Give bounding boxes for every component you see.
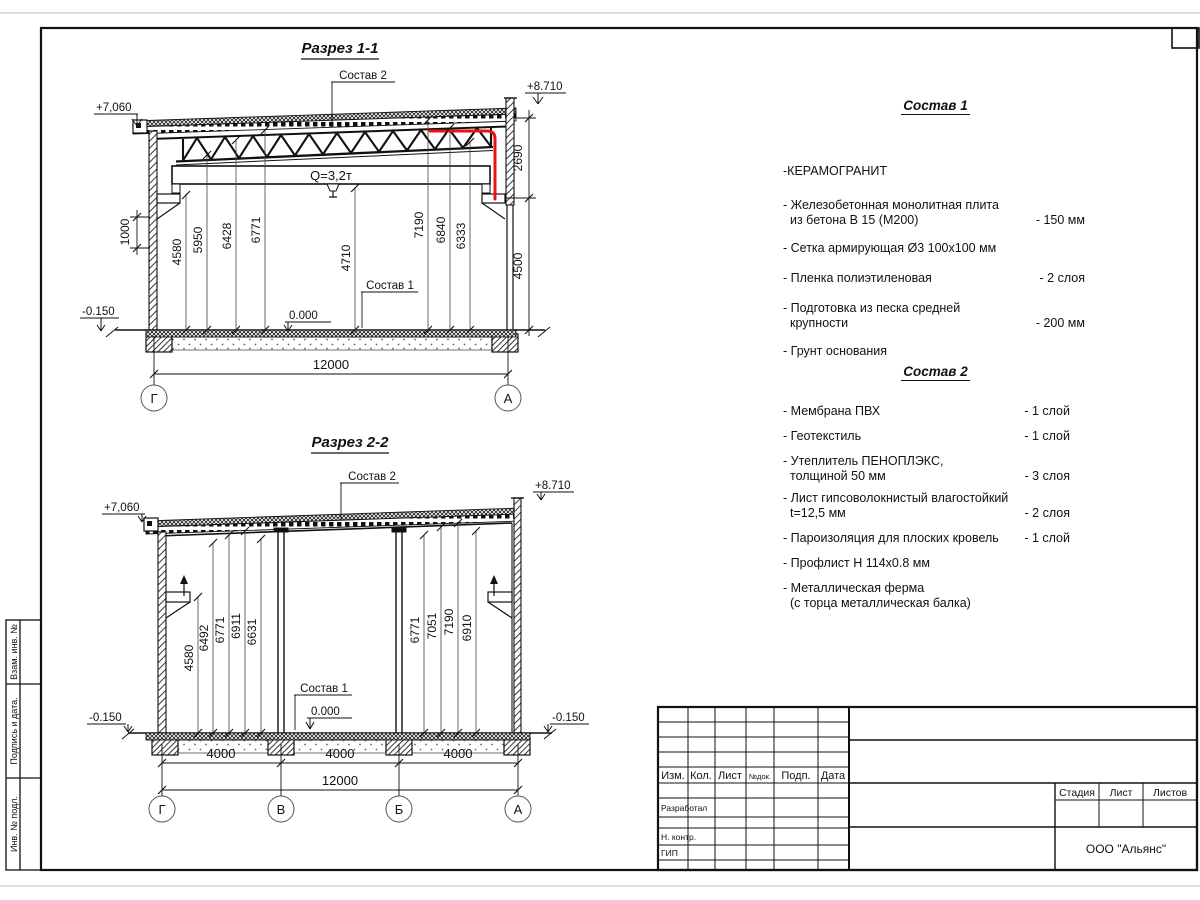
roof-1-1 <box>133 108 516 139</box>
item-text: - Подготовка из песка средней <box>783 301 961 315</box>
elev-minus0150-s2-left: -0.150 <box>89 712 122 724</box>
dim-7051-s2: 7051 <box>425 612 439 640</box>
list-item <box>783 454 1088 484</box>
sostav1-label-s1: Состав 1 <box>366 280 414 292</box>
item-text: - Железобетонная монолитная плита <box>783 198 999 212</box>
item-value: - 3 слоя <box>1024 469 1070 483</box>
list-item <box>783 581 1088 611</box>
tb-listov-header: Листов <box>1152 787 1188 799</box>
item-text: - Мембрана ПВХ <box>783 404 881 418</box>
side-label-podpis: Подпись и дата. <box>9 697 19 765</box>
item-text2: толщиной 50 мм <box>790 469 886 483</box>
side-label-inv: Инв. № подл. <box>9 795 19 853</box>
list-item <box>783 241 1088 256</box>
dim-6771-s2l: 6771 <box>213 616 227 644</box>
sostav1-label-s2: Состав 1 <box>300 683 348 695</box>
grid-bubbles-2-2 <box>149 796 531 822</box>
dim-2690: 2690 <box>511 144 525 172</box>
list-item <box>783 491 1088 521</box>
corbels-1-1 <box>157 194 505 219</box>
item-text: -КЕРАМОГРАНИТ <box>783 164 888 178</box>
tb-row-gip: ГИП <box>661 848 678 858</box>
floor-1-1 <box>106 327 550 352</box>
item-text2: крупности <box>790 316 849 330</box>
dim-12000-s1: 12000 <box>312 357 350 372</box>
dim-4000-b: 4000 <box>325 746 355 761</box>
dim-4500: 4500 <box>511 252 525 280</box>
roof-2-2 <box>146 508 521 536</box>
dim-4580-s2: 4580 <box>182 644 196 672</box>
item-text: - Профлист Н 114х0.8 мм <box>783 556 930 570</box>
list-item <box>783 198 1088 228</box>
item-value: - 2 слоя <box>1024 506 1070 520</box>
elev-8710-s1: +8.710 <box>527 81 563 93</box>
item-text: - Геотекстиль <box>783 429 862 443</box>
dim-4000-c: 4000 <box>443 746 473 761</box>
item-text: - Сетка армирующая Ø3 100х100 мм <box>783 241 997 255</box>
sostav2-label-s1: Состав 2 <box>339 70 387 82</box>
tb-list-header: Лист <box>1109 787 1133 799</box>
grid-letter-a1: А <box>503 391 513 406</box>
list-item <box>783 344 1088 359</box>
elev-0000-s2: 0.000 <box>311 706 340 718</box>
item-text2: (с торца металлическая балка) <box>790 596 971 610</box>
item-value: - 150 мм <box>1035 213 1085 227</box>
list-item <box>783 429 1088 444</box>
height-dim-texts-2-2 <box>182 608 474 671</box>
tb-header-list: Лист <box>718 770 742 782</box>
item-text: - Грунт основания <box>783 344 888 358</box>
section2-title: Разрез 2-2 <box>311 434 389 451</box>
list-item <box>783 556 1088 571</box>
item-text: - Пароизоляция для плоских кровель <box>783 531 999 545</box>
top-right-stamp-box <box>1172 28 1199 48</box>
list-item <box>783 404 1088 419</box>
grid-letter-a2: А <box>513 802 523 817</box>
list-item <box>783 301 1088 331</box>
grid-bubbles-1-1 <box>141 385 521 411</box>
item-text2: из бетона В 15 (М200) <box>790 213 919 227</box>
side-label-vzam: Взам. инв. № <box>9 624 19 680</box>
columns-2-2 <box>274 528 406 733</box>
item-text: - Пленка полиэтиленовая <box>783 271 932 285</box>
crane-capacity-label: Q=3,2т <box>310 168 352 183</box>
tb-stage-header: Стадия <box>1059 787 1095 799</box>
dim-1000: 1000 <box>118 218 132 246</box>
tb-header-izm: Изм. <box>661 770 685 782</box>
grid-letter-g2: Г <box>158 802 166 817</box>
item-value: - 200 мм <box>1035 316 1085 330</box>
roof-left-cap-2-2 <box>144 518 158 531</box>
dim-4710: 4710 <box>339 244 353 272</box>
elev-7060-s2: +7,060 <box>104 502 140 514</box>
grid-letter-b2: Б <box>394 802 404 817</box>
elev-0000-s1: 0.000 <box>289 310 318 322</box>
section-1-1 <box>80 40 566 411</box>
item-text: - Утеплитель ПЕНОПЛЭКС, <box>783 454 944 468</box>
list-item <box>783 164 1088 179</box>
elev-7060-s1: +7,060 <box>96 102 132 114</box>
elev-minus0150-s1: -0.150 <box>82 306 115 318</box>
dim-6771-s2r: 6771 <box>408 616 422 644</box>
height-dim-texts-1-1 <box>170 211 468 271</box>
item-value: - 1 слой <box>1024 404 1070 418</box>
dim-6631-s2: 6631 <box>245 618 259 646</box>
grid-letter-g1: Г <box>150 391 158 406</box>
dim-6910-s2: 6910 <box>460 614 474 642</box>
item-value: - 1 слой <box>1024 429 1070 443</box>
tb-header-podp: Подп. <box>781 770 811 782</box>
tb-row-nkontr: Н. контр. <box>661 832 697 842</box>
dim-6428: 6428 <box>220 222 234 250</box>
dim-6492-s2: 6492 <box>197 624 211 652</box>
sostav1-title: Состав 1 <box>903 98 968 113</box>
dim-6771: 6771 <box>249 216 263 244</box>
sostav1-list <box>783 98 1088 383</box>
item-value: - 1 слой <box>1024 531 1070 545</box>
tb-header-data: Дата <box>820 770 846 782</box>
item-text2: t=12,5 мм <box>790 506 846 520</box>
dim-12000-s2: 12000 <box>321 773 359 788</box>
dim-4000-a: 4000 <box>206 746 236 761</box>
dim-6911-s2: 6911 <box>229 613 243 639</box>
elev-minus0150-s2-right: -0.150 <box>552 712 585 724</box>
list-item <box>783 531 1088 546</box>
sostav2-title: Состав 2 <box>903 364 968 379</box>
item-value: - 2 слоя <box>1039 271 1085 285</box>
dim-7190-s2: 7190 <box>442 608 456 636</box>
corbels-2-2 <box>166 575 512 618</box>
sostav2-list <box>783 364 1088 614</box>
item-text: - Лист гипсоволокнистый влагостойкий <box>783 491 1009 505</box>
tb-company-name: ООО "Альянс" <box>1085 842 1167 856</box>
section-2-2 <box>87 434 589 822</box>
side-stamp-labels <box>9 624 19 852</box>
item-text: - Металлическая ферма <box>783 581 925 595</box>
section1-title: Разрез 1-1 <box>301 40 379 57</box>
dim-5950: 5950 <box>191 226 205 254</box>
dim-6840: 6840 <box>434 216 448 244</box>
list-item <box>783 271 1088 286</box>
sostav2-label-s2: Состав 2 <box>348 471 396 483</box>
grid-letter-v2: В <box>276 802 286 817</box>
tb-header-ndok: №док. <box>749 772 771 781</box>
dim-4580: 4580 <box>170 238 184 266</box>
tb-row-razrabotal: Разработал <box>661 803 708 813</box>
dim-6333: 6333 <box>454 222 468 250</box>
dim-7190: 7190 <box>412 211 426 239</box>
tb-header-kol: Кол. <box>690 770 712 782</box>
left-dim-1000 <box>130 210 150 255</box>
elev-8710-s2: +8.710 <box>535 480 571 492</box>
